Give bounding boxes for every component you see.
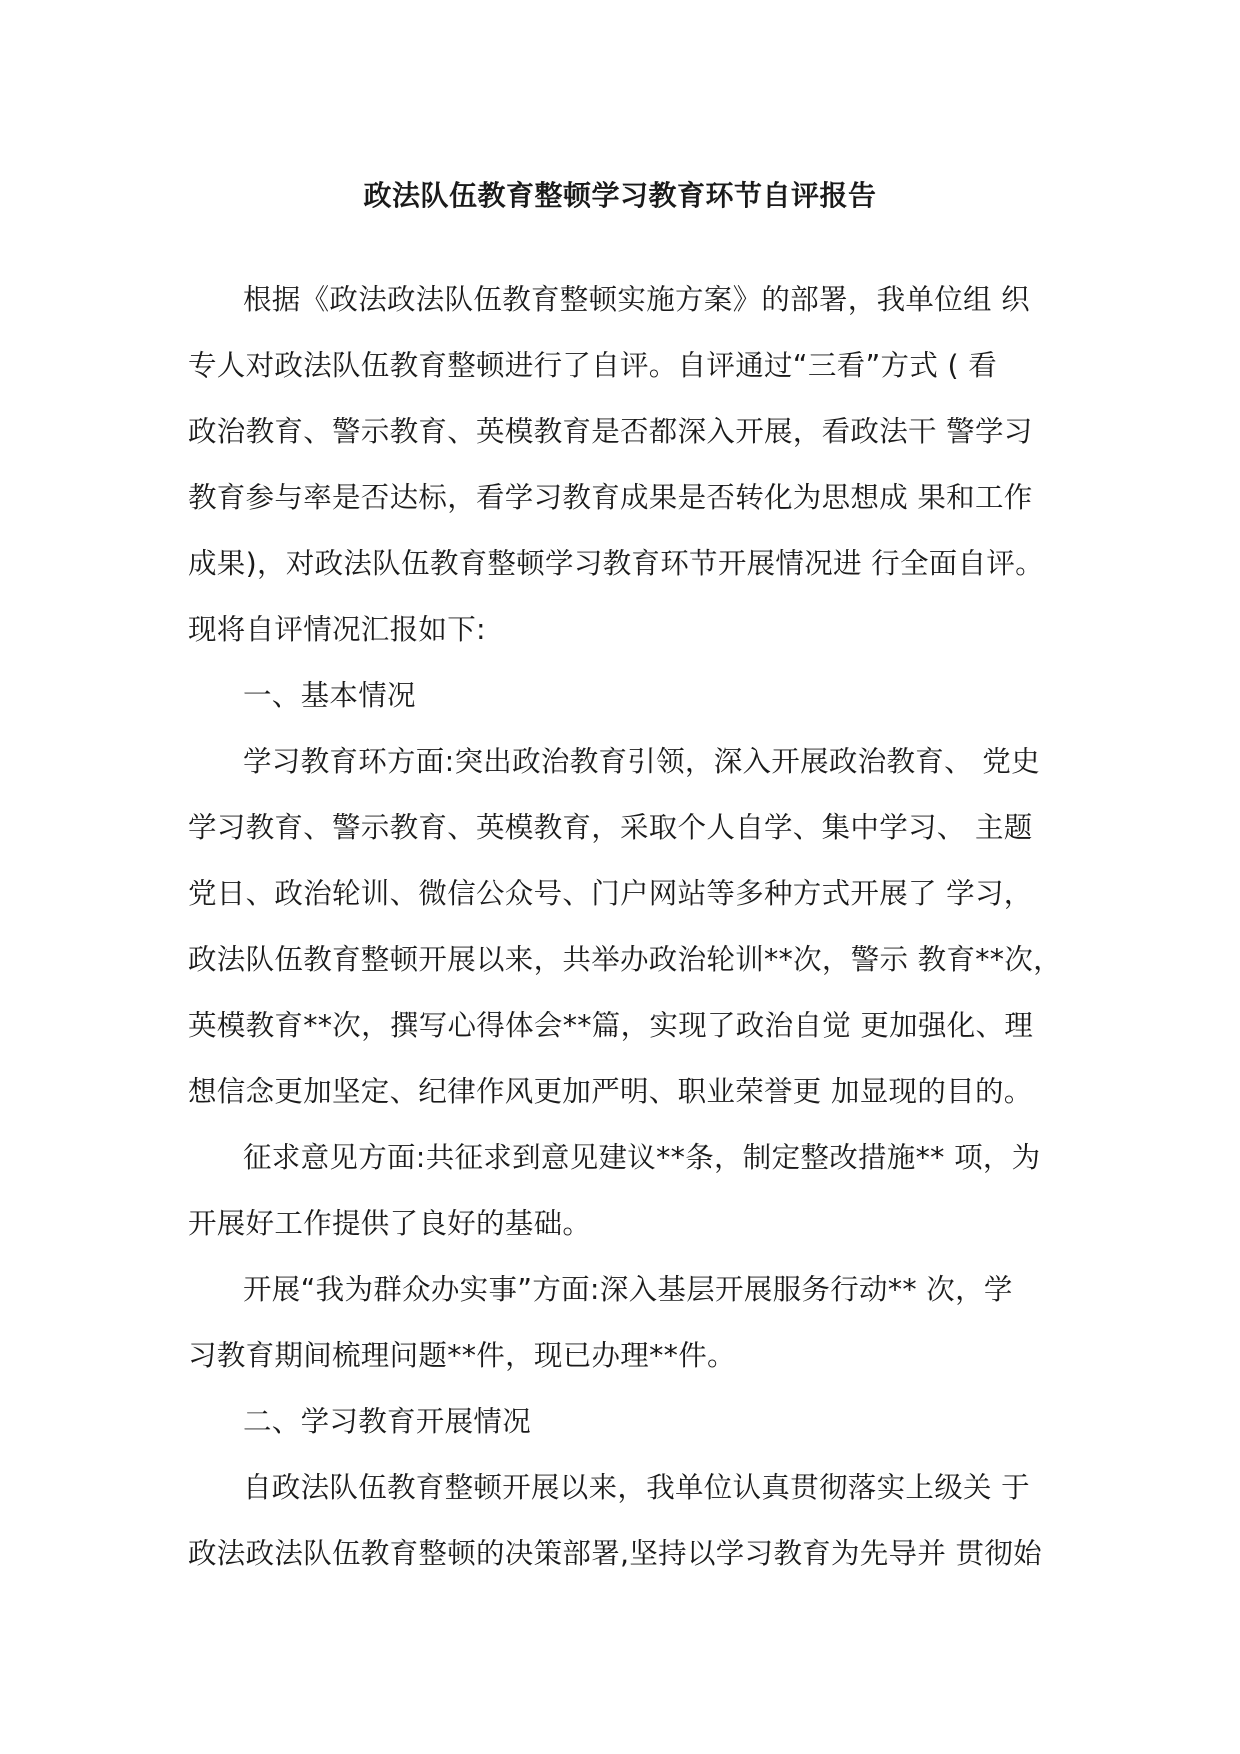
body-line: 学习教育环方面:突出政治教育引领，深入开展政治教育、 党史: [243, 745, 1040, 778]
body-line: 党日、政治轮训、微信公众号、门户网站等多种方式开展了 学习，: [188, 877, 1033, 910]
body-line: 成果)，对政法队伍教育整顿学习教育环节开展情况进 行全面自评。: [188, 547, 1044, 580]
body-line: 根据《政法政法队伍教育整顿实施方案》的部署，我单位组 织: [243, 283, 1030, 316]
body-line: 专人对政法队伍教育整顿进行了自评。自评通过“三看”方式 ( 看: [188, 349, 998, 382]
body-line: 政法政法队伍教育整顿的决策部署,坚持以学习教育为先导并 贯彻始: [188, 1537, 1042, 1570]
body-line: 教育参与率是否达标，看学习教育成果是否转化为思想成 果和工作: [188, 481, 1033, 514]
body-line: 习教育期间梳理问题**件，现已办理**件。: [188, 1339, 736, 1372]
body-line: 英模教育**次，撰写心得体会**篇，实现了政治自觉 更加强化、理: [188, 1009, 1034, 1042]
body-line: 开展好工作提供了良好的基础。: [188, 1207, 592, 1240]
body-line: 一、基本情况: [243, 679, 416, 712]
body-line: 二、学习教育开展情况: [243, 1405, 532, 1438]
document-body: [188, 267, 1062, 1587]
body-line: 学习教育、警示教育、英模教育，采取个人自学、集中学习、 主题: [188, 811, 1033, 844]
document-title: 政法队伍教育整顿学习教育环节自评报告: [363, 179, 877, 212]
body-line: 想信念更加坚定、纪律作风更加严明、职业荣誉更 加显现的目的。: [188, 1075, 1033, 1108]
body-line: 政治教育、警示教育、英模教育是否都深入开展，看政法干 警学习: [188, 415, 1033, 448]
body-line: 开展“我为群众办实事”方面:深入基层开展服务行动** 次，学: [243, 1273, 1013, 1306]
body-line: 现将自评情况汇报如下:: [188, 613, 486, 646]
body-line: 自政法队伍教育整顿开展以来，我单位认真贯彻落实上级关 于: [243, 1471, 1030, 1504]
body-line: 征求意见方面:共征求到意见建议**条，制定整改措施** 项，为: [243, 1141, 1041, 1174]
body-line: 政法队伍教育整顿开展以来，共举办政治轮训**次，警示 教育**次，: [188, 943, 1062, 976]
